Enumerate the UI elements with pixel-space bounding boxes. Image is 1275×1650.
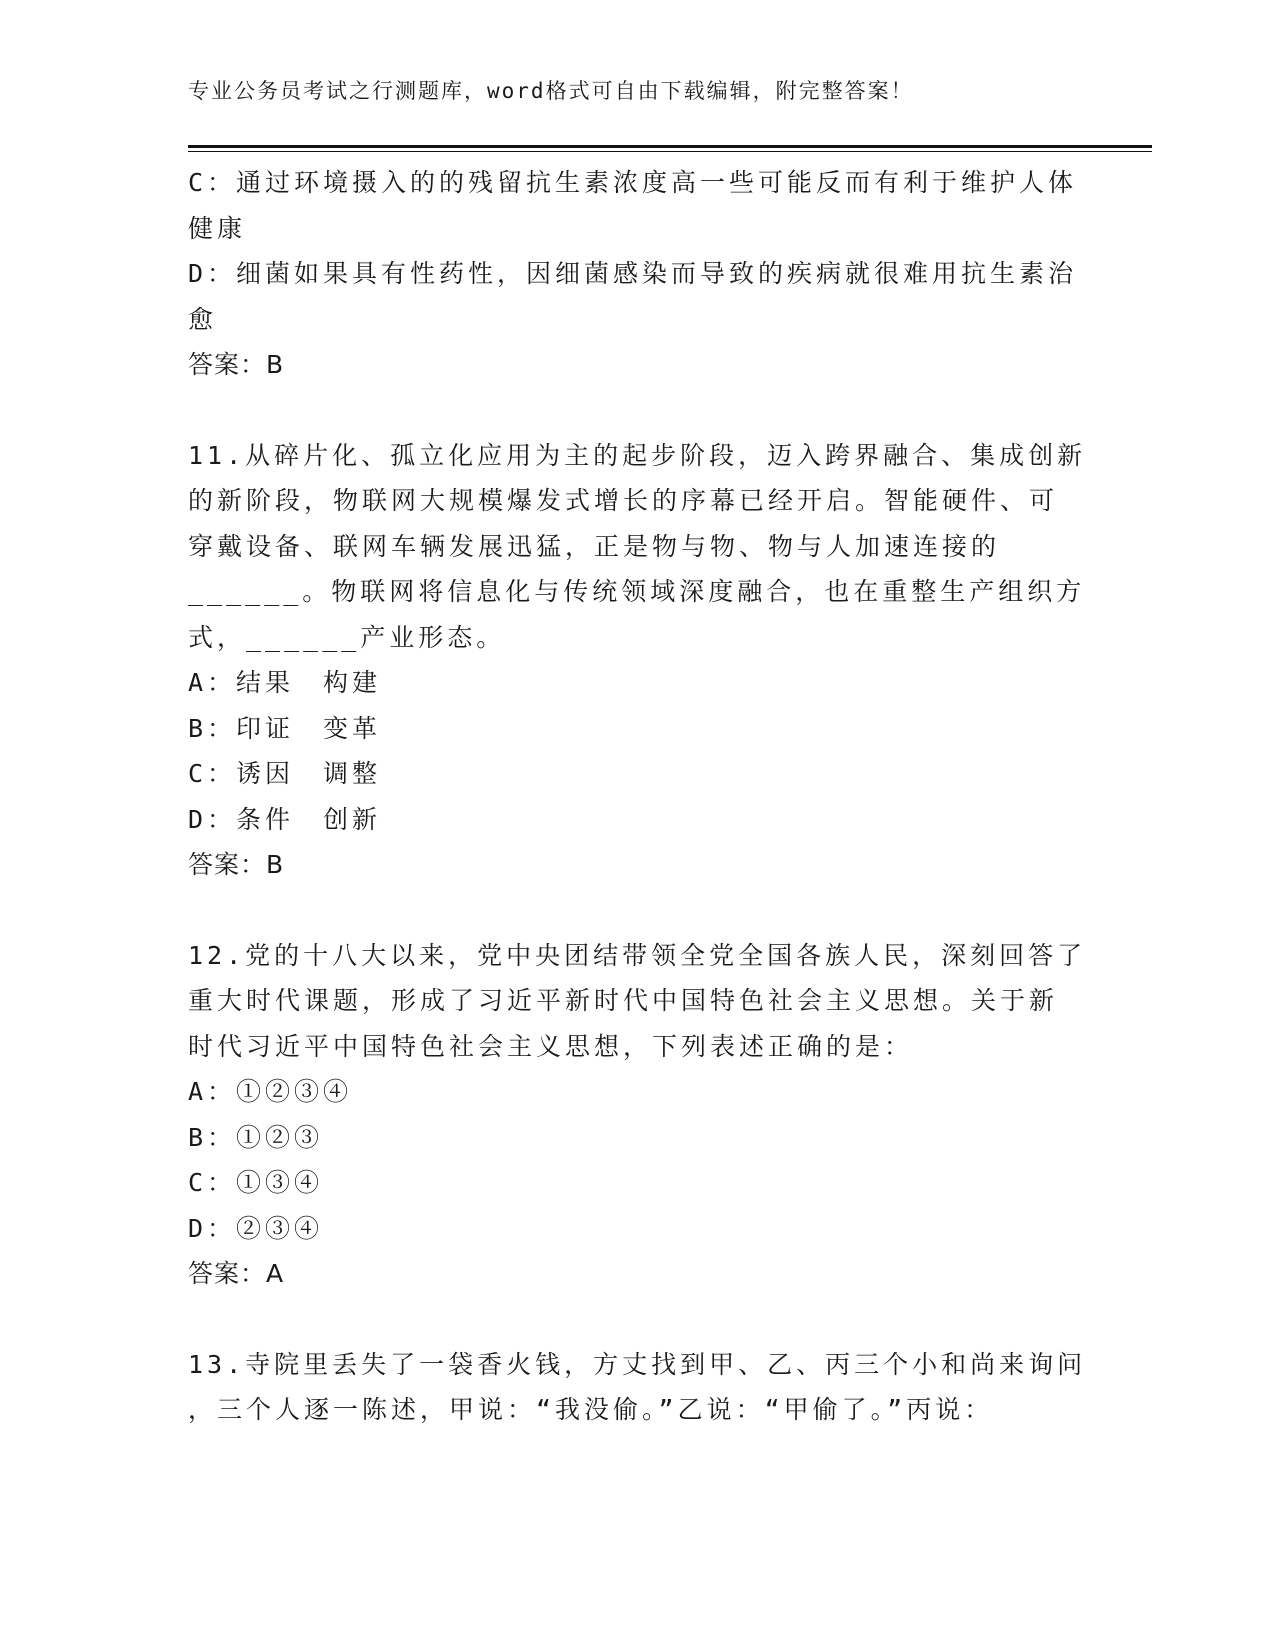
q11-stem-line: 11.从碎片化、孤立化应用为主的起步阶段，迈入跨界融合、集成创新	[188, 440, 1087, 470]
q11-stem-line: 穿戴设备、联网车辆发展迅猛，正是物与物、物与人加速连接的	[188, 531, 1001, 561]
q11-option-a: A：结果 构建	[188, 668, 382, 697]
q12-option-d: D：②③④	[188, 1213, 324, 1243]
header-rule-thick	[188, 145, 1152, 148]
prev-option-d-line1: D：细菌如果具有性药性，因细菌感染而导致的疾病就很难用抗生素治	[188, 259, 1078, 288]
q13-stem-line: 13.寺院里丢失了一袋香火钱，方丈找到甲、乙、丙三个小和尚来询问	[188, 1349, 1087, 1379]
q11-stem-line: 的新阶段，物联网大规模爆发式增长的序幕已经开启。智能硬件、可	[188, 486, 1059, 515]
q12-option-a: A：①②③④	[188, 1077, 353, 1106]
q12-stem-line: 12.党的十八大以来，党中央团结带领全党全国各族人民，深刻回答了	[188, 940, 1087, 970]
q12-stem-line: 重大时代课题，形成了习近平新时代中国特色社会主义思想。关于新	[188, 986, 1059, 1015]
header-rule-thin	[188, 151, 1152, 152]
q11-option-d: D：条件 创新	[188, 804, 382, 834]
prev-answer: 答案：B	[188, 350, 285, 379]
spacer	[188, 388, 1078, 433]
q12-stem-line: 时代习近平中国特色社会主义思想，下列表述正确的是：	[188, 1031, 914, 1061]
q12-answer: 答案：A	[188, 1259, 285, 1288]
prev-option-d-line2: 愈	[188, 304, 218, 334]
q11-option-c: C：诱因 调整	[188, 759, 382, 788]
q11-answer: 答案：B	[188, 850, 285, 879]
q11-stem-line: 式，______产业形态。	[188, 622, 506, 652]
spacer	[188, 888, 1078, 933]
question-content	[188, 160, 1087, 1433]
q11-stem-line: ______。物联网将信息化与传统领域深度融合，也在重整生产组织方	[188, 577, 1086, 606]
page-header: 专业公务员考试之行测题库，word格式可自由下载编辑，附完整答案！	[188, 79, 914, 103]
q11-option-b: B：印证 变革	[188, 713, 382, 743]
q13-stem-line: ，三个人逐一陈述，甲说：“我没偷。”乙说：“甲偷了。”丙说：	[188, 1395, 994, 1424]
q12-option-c: C：①③④	[188, 1168, 324, 1197]
prev-option-c-line1: C：通过环境摄入的的残留抗生素浓度高一些可能反而有利于维护人体	[188, 168, 1078, 197]
q12-option-b: B：①②③	[188, 1122, 324, 1152]
prev-option-c-line2: 健康	[188, 213, 247, 243]
spacer	[188, 1297, 1078, 1342]
